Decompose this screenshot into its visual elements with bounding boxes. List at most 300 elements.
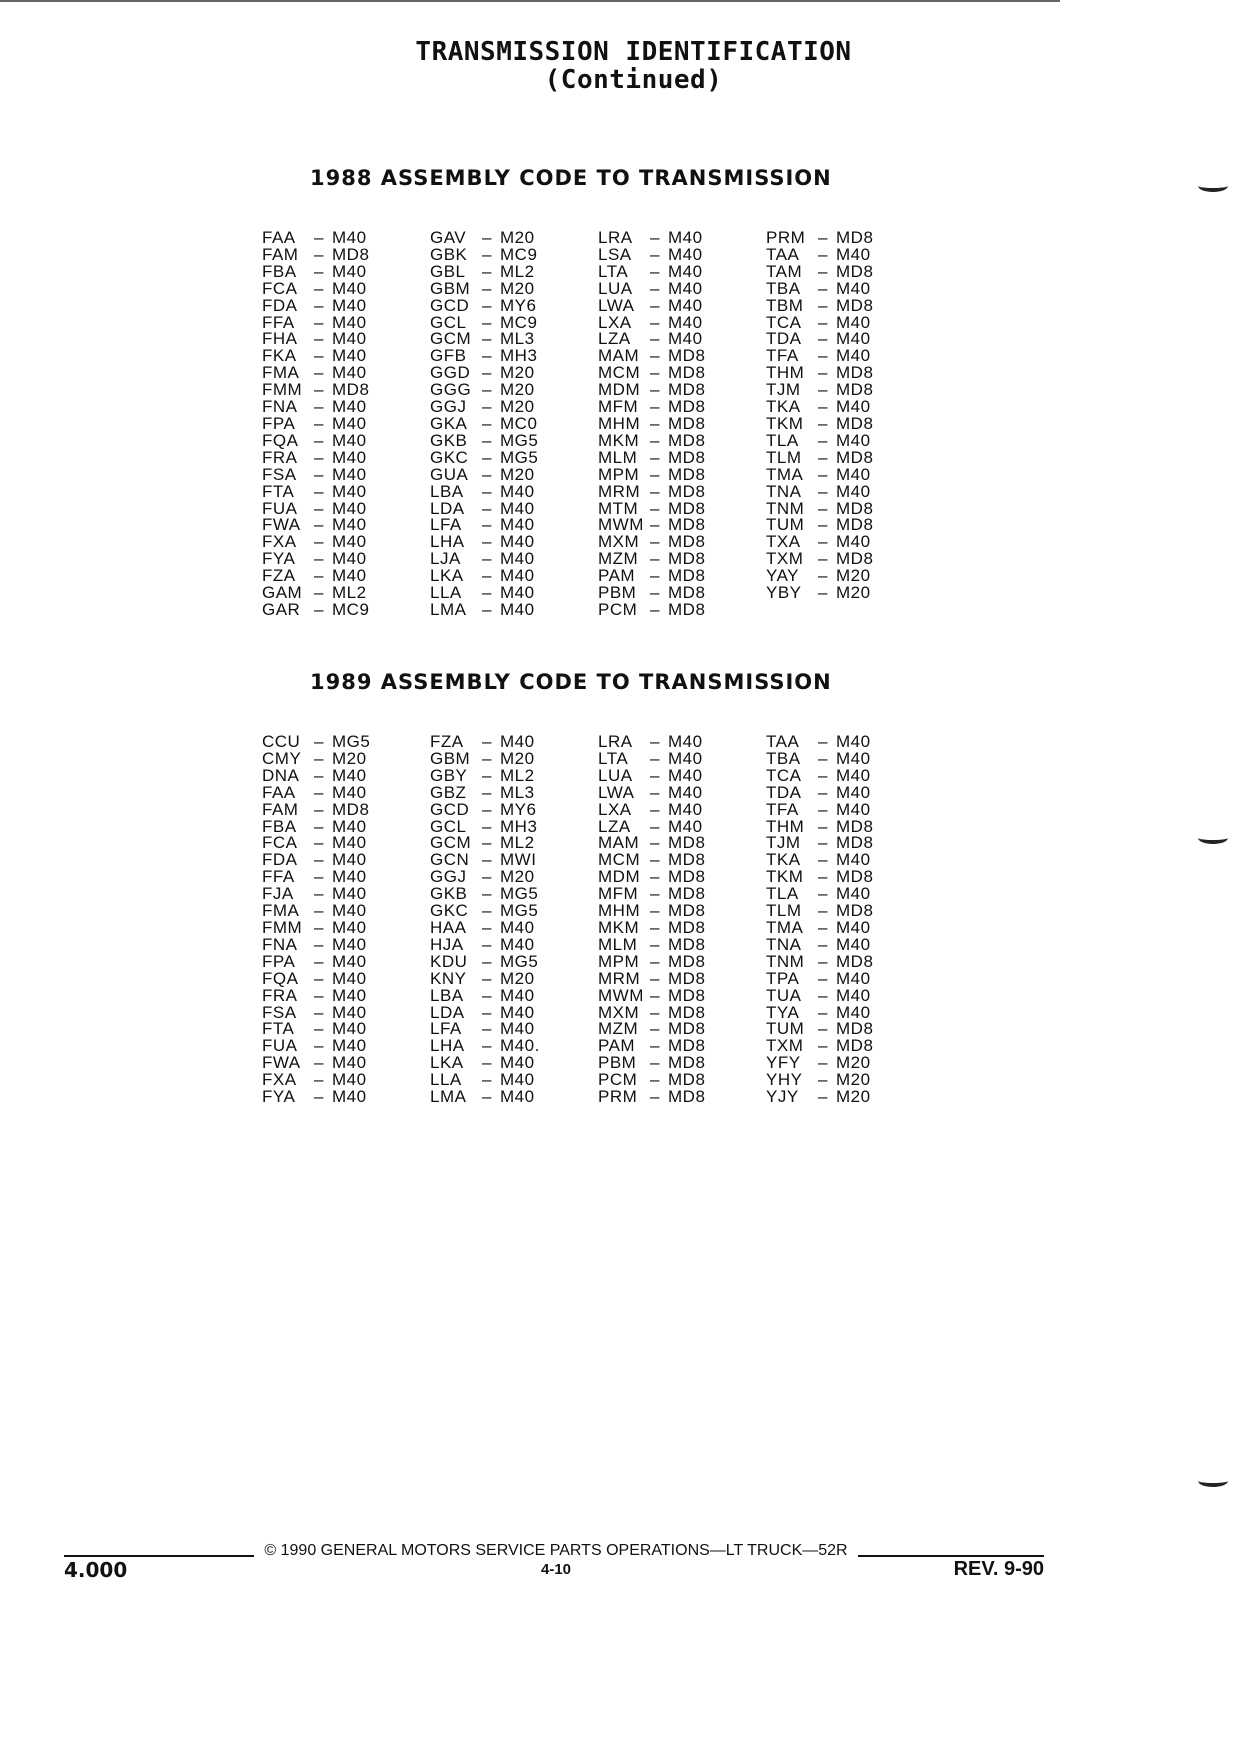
assembly-code: TDA [766,782,802,802]
copyright-line: © 1990 GENERAL MOTORS SERVICE PARTS OPERATIONS—LT TRUCK—52R [264,1542,848,1559]
assembly-code: GGJ [430,397,467,417]
transmission-code: MD8 [836,867,874,887]
assembly-code: MDM [598,867,641,887]
dash-separator: – [314,951,324,971]
page-subtitle: (Continued) [544,65,723,95]
transmission-code: M20 [500,228,535,247]
assembly-code: TUA [766,985,802,1005]
dash-separator: – [314,363,324,383]
assembly-code: MCM [598,850,641,870]
dash-separator: – [314,816,324,836]
dash-separator: – [650,447,660,467]
dash-separator: – [314,968,324,988]
dash-separator: – [482,481,492,501]
dash-separator: – [650,244,660,264]
transmission-code: M40 [668,261,703,281]
assembly-code: FAA [262,228,296,247]
assembly-code: LHA [430,1036,465,1056]
transmission-code: M40 [836,782,871,802]
assembly-code: PRM [766,228,806,247]
dash-separator: – [650,481,660,501]
assembly-code: GBM [430,278,471,298]
dash-separator: – [650,867,660,887]
dash-separator: – [314,397,324,417]
assembly-code: LMA [430,1087,467,1107]
assembly-code: LWA [598,295,635,315]
dash-separator: – [314,732,324,751]
footer-rule [858,1555,1044,1557]
transmission-code: M40 [500,917,535,937]
assembly-code: FFA [262,312,295,332]
transmission-code: MD8 [668,833,706,853]
dash-separator: – [818,583,828,603]
transmission-code: M40 [332,1087,367,1107]
assembly-code: FNA [262,934,298,954]
dash-separator: – [650,532,660,552]
transmission-code: M40 [836,532,871,552]
transmission-code: M40 [836,968,871,988]
assembly-code: YJY [766,1087,799,1107]
table-row [262,599,430,619]
transmission-code: M40 [332,447,367,467]
assembly-code: MLM [598,934,638,954]
assembly-code: FPA [262,951,296,971]
dash-separator: – [818,1087,828,1107]
assembly-code: MHM [598,901,641,921]
transmission-code: MD8 [668,934,706,954]
transmission-code: MD8 [836,498,874,518]
assembly-code: TXM [766,549,804,569]
assembly-code: PAM [598,566,636,586]
dash-separator: – [818,549,828,569]
assembly-code: FKA [262,346,297,366]
binder-tab-mark [1198,180,1228,192]
dash-separator: – [650,951,660,971]
transmission-code: MD8 [668,447,706,467]
dash-separator: – [650,884,660,904]
dash-separator: – [818,867,828,887]
assembly-code: FSA [262,1002,297,1022]
transmission-code: M20 [836,1053,871,1073]
page-number: 4-10 [540,1561,572,1578]
assembly-code: GBM [430,748,471,768]
assembly-code: MHM [598,413,641,433]
transmission-code: M40 [836,430,871,450]
dash-separator: – [482,951,492,971]
assembly-code: GCM [430,329,472,349]
assembly-code: MLM [598,447,638,467]
dash-separator: – [818,1070,828,1090]
assembly-code: FRA [262,447,298,467]
transmission-code: M40 [836,346,871,366]
transmission-code: M40 [332,917,367,937]
transmission-code: MD8 [836,261,874,281]
transmission-code: M40 [332,833,367,853]
transmission-code: MC9 [500,244,538,264]
transmission-code: M40 [332,901,367,921]
assembly-code: MKM [598,917,640,937]
assembly-code: TFA [766,799,799,819]
transmission-code: M40 [836,732,871,751]
assembly-code: TAA [766,732,800,751]
table-column [598,734,766,1106]
dash-separator: – [482,397,492,417]
dash-separator: – [650,732,660,751]
binder-tab-mark [1198,832,1228,844]
transmission-code: M40 [500,1053,535,1073]
assembly-code: TAA [766,244,800,264]
assembly-code: TNA [766,934,802,954]
assembly-code: FZA [430,732,464,751]
assembly-code: TNM [766,951,805,971]
transmission-code: M40 [836,278,871,298]
dash-separator: – [314,985,324,1005]
transmission-code: M20 [500,748,535,768]
transmission-code: M40 [332,782,367,802]
assembly-code: GCL [430,312,467,332]
dash-separator: – [650,1070,660,1090]
dash-separator: – [482,295,492,315]
assembly-code: YHY [766,1070,803,1090]
transmission-code: MD8 [668,464,706,484]
assembly-code: PCM [598,1070,638,1090]
assembly-code: GBZ [430,782,467,802]
dash-separator: – [482,1070,492,1090]
transmission-code: M20 [500,464,535,484]
transmission-code: M40 [332,951,367,971]
dash-separator: – [314,782,324,802]
transmission-code: M20 [836,583,871,603]
transmission-code: M40 [668,312,703,332]
transmission-code: M40 [332,278,367,298]
assembly-code: GAR [262,599,301,619]
dash-separator: – [650,278,660,298]
transmission-code: M40 [500,1070,535,1090]
assembly-code: MFM [598,884,639,904]
assembly-code: TAM [766,261,803,281]
assembly-code: TJM [766,380,801,400]
dash-separator: – [818,765,828,785]
dash-separator: – [650,430,660,450]
assembly-code: LLA [430,1070,462,1090]
assembly-code: GGJ [430,867,467,887]
assembly-code: CMY [262,748,302,768]
assembly-code: FWA [262,515,301,535]
dash-separator: – [482,968,492,988]
transmission-code: M40 [332,481,367,501]
table-column [598,230,766,619]
assembly-code: FCA [262,278,298,298]
assembly-code: GCD [430,799,470,819]
assembly-code: GKB [430,884,468,904]
dash-separator: – [650,765,660,785]
table-row [766,585,934,602]
dash-separator: – [818,295,828,315]
transmission-code: M40 [332,968,367,988]
transmission-code: MD8 [836,295,874,315]
assembly-code: TLA [766,430,799,450]
transmission-code: MC9 [332,599,370,619]
dash-separator: – [818,447,828,467]
transmission-code: M40 [668,732,703,751]
dash-separator: – [818,1019,828,1039]
assembly-code: PCM [598,599,638,619]
transmission-code: MG5 [500,430,539,450]
transmission-code: MD8 [668,481,706,501]
dash-separator: – [650,380,660,400]
transmission-code: MD8 [836,1036,874,1056]
transmission-code: M40 [332,765,367,785]
dash-separator: – [818,816,828,836]
dash-separator: – [314,532,324,552]
transmission-code: M40 [836,765,871,785]
transmission-code: ML3 [500,782,535,802]
dash-separator: – [482,1087,492,1107]
assembly-code: FZA [262,566,296,586]
assembly-code: MAM [598,346,640,366]
dash-separator: – [314,278,324,298]
assembly-code: LSA [598,244,632,264]
transmission-code: M20 [332,748,367,768]
dash-separator: – [818,985,828,1005]
transmission-code: M20 [500,968,535,988]
assembly-code: FAM [262,244,299,264]
revision-label: REV. 9-90 [953,1558,1044,1580]
transmission-code: M40 [668,782,703,802]
dash-separator: – [314,901,324,921]
assembly-code: MAM [598,833,640,853]
assembly-code: GAV [430,228,467,247]
transmission-code: M40 [332,363,367,383]
dash-separator: – [482,1036,492,1056]
binder-tab-mark [1198,1475,1228,1487]
transmission-code: M40 [668,748,703,768]
dash-separator: – [314,833,324,853]
dash-separator: – [650,464,660,484]
assembly-code: LJA [430,549,461,569]
dash-separator: – [818,934,828,954]
dash-separator: – [650,1087,660,1107]
assembly-code: HJA [430,934,464,954]
transmission-code: M40 [332,430,367,450]
transmission-code: MD8 [668,346,706,366]
transmission-code: MD8 [836,951,874,971]
assembly-code: KDU [430,951,468,971]
assembly-code: MWM [598,515,644,535]
assembly-code: THM [766,363,805,383]
transmission-code: M40 [332,566,367,586]
assembly-code: LBA [430,985,464,1005]
dash-separator: – [650,934,660,954]
assembly-code: FWA [262,1053,301,1073]
assembly-code: LDA [430,1002,465,1022]
assembly-code: LHA [430,532,465,552]
assembly-code: FCA [262,833,298,853]
dash-separator: – [314,599,324,619]
table-column [430,734,598,1106]
transmission-code: M40 [332,346,367,366]
code-table [262,230,934,619]
dash-separator: – [314,934,324,954]
transmission-code: MH3 [500,346,538,366]
dash-separator: – [482,782,492,802]
dash-separator: – [314,244,324,264]
dash-separator: – [650,583,660,603]
dash-separator: – [482,816,492,836]
assembly-code: FUA [262,498,298,518]
assembly-code: PBM [598,583,637,603]
table-column [262,734,430,1106]
transmission-code: M40 [668,799,703,819]
transmission-code: M40 [332,464,367,484]
dash-separator: – [482,765,492,785]
dash-separator: – [650,748,660,768]
dash-separator: – [482,413,492,433]
assembly-code: GUA [430,464,469,484]
assembly-code: TJM [766,833,801,853]
dash-separator: – [314,515,324,535]
transmission-code: MD8 [836,447,874,467]
dash-separator: – [314,413,324,433]
dash-separator: – [818,363,828,383]
assembly-code: KNY [430,968,467,988]
dash-separator: – [314,748,324,768]
transmission-code: MY6 [500,799,537,819]
dash-separator: – [650,566,660,586]
transmission-code: M20 [836,1087,871,1107]
transmission-code: M40 [332,312,367,332]
transmission-code: M40 [332,532,367,552]
dash-separator: – [482,1053,492,1073]
transmission-code: M40 [332,549,367,569]
dash-separator: – [482,732,492,751]
transmission-code: M20 [500,397,535,417]
transmission-code: M40 [836,917,871,937]
dash-separator: – [650,515,660,535]
dash-separator: – [482,566,492,586]
dash-separator: – [482,917,492,937]
assembly-code: FBA [262,261,297,281]
assembly-code: LTA [598,748,629,768]
dash-separator: – [818,228,828,247]
transmission-code: MD8 [668,901,706,921]
assembly-code: LFA [430,1019,462,1039]
assembly-code: LLA [430,583,462,603]
transmission-code: MD8 [836,515,874,535]
dash-separator: – [482,447,492,467]
assembly-code: MTM [598,498,639,518]
assembly-code: MRM [598,481,641,501]
dash-separator: – [650,228,660,247]
assembly-code: MDM [598,380,641,400]
transmission-code: M40 [500,599,535,619]
transmission-code: MD8 [668,583,706,603]
transmission-code: MD8 [668,850,706,870]
transmission-code: M40 [332,1053,367,1073]
assembly-code: LKA [430,1053,464,1073]
assembly-code: TBM [766,295,804,315]
assembly-code: TCA [766,312,802,332]
transmission-code: M40 [836,884,871,904]
transmission-code: M40 [332,397,367,417]
transmission-code: ML2 [332,583,367,603]
assembly-code: FAA [262,782,296,802]
dash-separator: – [818,244,828,264]
dash-separator: – [818,413,828,433]
dash-separator: – [482,867,492,887]
dash-separator: – [650,816,660,836]
transmission-code: MC0 [500,413,538,433]
assembly-code: LWA [598,782,635,802]
transmission-code: MD8 [668,430,706,450]
dash-separator: – [650,498,660,518]
dash-separator: – [818,380,828,400]
assembly-code: MZM [598,1019,639,1039]
transmission-code: M40 [836,799,871,819]
dash-separator: – [314,430,324,450]
transmission-code: M40 [836,934,871,954]
transmission-code: MC9 [500,312,538,332]
transmission-code: M20 [500,867,535,887]
transmission-code: MWI [500,850,537,870]
transmission-code: M40 [332,515,367,535]
dash-separator: – [314,549,324,569]
assembly-code: FMM [262,917,303,937]
dash-separator: – [482,884,492,904]
transmission-code: M40 [500,1019,535,1039]
transmission-code: MD8 [668,363,706,383]
assembly-code: TKM [766,413,804,433]
transmission-code: M40 [332,816,367,836]
transmission-code: M40 [500,985,535,1005]
dash-separator: – [650,1002,660,1022]
assembly-code: LKA [430,566,464,586]
dash-separator: – [818,732,828,751]
dash-separator: – [818,397,828,417]
transmission-code: M40 [500,1087,535,1107]
assembly-code: TBA [766,278,801,298]
dash-separator: – [314,447,324,467]
assembly-code: FTA [262,1019,295,1039]
assembly-code: LFA [430,515,462,535]
dash-separator: – [482,799,492,819]
dash-separator: – [818,498,828,518]
dash-separator: – [650,901,660,921]
transmission-code: M40 [836,329,871,349]
assembly-code: TMA [766,917,804,937]
table-column [262,230,430,619]
transmission-code: M40 [668,278,703,298]
transmission-code: M40 [500,498,535,518]
transmission-code: M20 [500,363,535,383]
dash-separator: – [650,985,660,1005]
assembly-code: FMA [262,363,300,383]
dash-separator: – [482,346,492,366]
top-rule [0,0,1060,2]
dash-separator: – [482,515,492,535]
transmission-code: M40 [500,515,535,535]
dash-separator: – [818,1036,828,1056]
assembly-code: TXM [766,1036,804,1056]
assembly-code: LUA [598,765,633,785]
transmission-code: M40 [332,1002,367,1022]
transmission-code: M40 [332,1036,367,1056]
dash-separator: – [818,515,828,535]
dash-separator: – [314,464,324,484]
assembly-code: TXA [766,532,801,552]
dash-separator: – [482,549,492,569]
dash-separator: – [818,1053,828,1073]
